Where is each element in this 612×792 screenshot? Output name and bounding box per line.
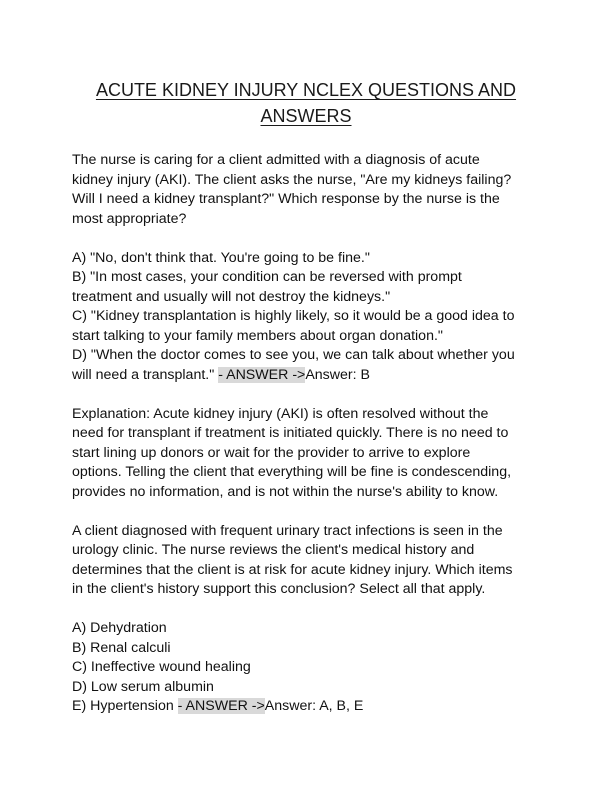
page-title	[72, 77, 540, 129]
question-2-option-e-text: E) Hypertension	[72, 698, 178, 714]
document-body	[72, 151, 540, 736]
question-2-stem-line: urology clinic. The nurse reviews the client's medical history and	[72, 542, 475, 558]
question-2-option-e	[72, 697, 540, 717]
question-2-stem-line: determines that the client is at risk for acute kidney injury. Which items	[72, 561, 513, 578]
explanation-line: provides no information, and is not within the nurse's ability to know.	[72, 483, 499, 500]
question-1-stem	[72, 151, 540, 229]
question-2-stem-line: A client diagnosed with frequent urinary tract infections is seen in the	[72, 522, 503, 539]
page-title-line-1: ACUTE KIDNEY INJURY NCLEX QUESTIONS AND	[95, 80, 517, 100]
question-1-option-a: A) "No, don't think that. You're going to be fine."	[72, 249, 370, 266]
question-1-explanation	[72, 405, 540, 503]
explanation-line: start lining up donors or wait for the provider to arrive to explore	[72, 444, 471, 461]
question-1-answer: Answer: B	[305, 366, 370, 383]
question-2-stem-line: in the client's history support this conclusion? Select all that apply.	[72, 581, 486, 597]
answer-marker-highlight: - ANSWER ->	[177, 698, 265, 714]
question-1-option-d-cont	[72, 366, 540, 386]
question-1-stem-line: Will I need a kidney transplant?" Which response by the nurse is the	[72, 191, 500, 207]
question-2-options	[72, 619, 540, 717]
question-2-option-d: D) Low serum albumin	[72, 678, 214, 695]
question-1-option-b-cont: treatment and usually will not destroy the kidneys."	[72, 288, 391, 305]
question-1-options	[72, 249, 540, 386]
explanation-line: options. Telling the client that everything will be fine is condescending,	[72, 464, 512, 480]
question-2-answer: Answer: A, B, E	[264, 698, 364, 714]
explanation-line: need for transplant if treatment is initiated quickly. There is no need to	[72, 425, 509, 441]
page-title-line-2: ANSWERS	[260, 106, 352, 126]
question-1-option-d: D) "When the doctor comes to see you, we can talk about whether you	[72, 347, 515, 363]
answer-marker-highlight: - ANSWER ->	[218, 366, 306, 383]
explanation-line: Explanation: Acute kidney injury (AKI) is often resolved without the	[72, 405, 489, 422]
question-1-option-c-cont: start talking to your family members about organ donation."	[72, 327, 443, 344]
question-2-stem	[72, 522, 540, 600]
question-1-option-c: C) "Kidney transplantation is highly likely, so it would be a good idea to	[72, 308, 515, 324]
question-2-option-b: B) Renal calculi	[72, 639, 171, 656]
question-2-option-c: C) Ineffective wound healing	[72, 659, 251, 675]
question-1-stem-line: The nurse is caring for a client admitted with a diagnosis of acute	[72, 152, 480, 168]
question-1-stem-line: kidney injury (AKI). The client asks the nurse, "Are my kidneys failing?	[72, 171, 512, 188]
question-2-option-a: A) Dehydration	[72, 620, 167, 636]
question-1-option-b: B) "In most cases, your condition can be reversed with prompt	[72, 269, 462, 285]
question-1-option-d-tail: will need a transplant."	[72, 366, 219, 383]
question-1-stem-line: most appropriate?	[72, 210, 187, 227]
